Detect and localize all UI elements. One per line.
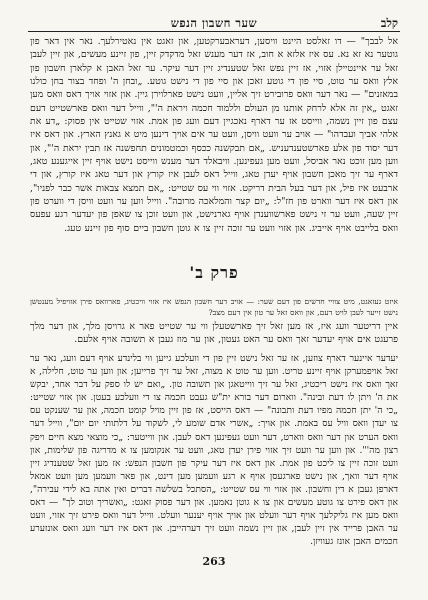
body-paragraph: איין דריטער וועג איז, אז מען זאל זיך פארשטעלן ווי ער שטייט פאר א גרויסן מלך, און דער מלך פרעגט אים אויף יעדער זאך וואס ער האט געטון, און ער מוז געבן א תשובה אויף אלעם.	[30, 321, 398, 346]
running-header	[30, 10, 398, 30]
header-rule	[28, 31, 400, 32]
body-paragraph: אל לבבך" — דו זאלסט היינט וויסען, דעראבערקטען, און זאגט אין נאטירלעך. נאר אין דאר פון גוטער נא זא נא. עס איז אלזא א חוב, אז דער מענש זאל מדקדק זיין, פון זיינע מעשים, און זיין לעבן זאל ער איינטיילן אזוי, אז זיין נפש זאל שטענדיג זיין דער עיקר. ער זאל האבן א קלארן חשבון פון אלץ וואס ער טוט, סיי פון די גוטע זאכן און סיי פון די נישט גוטע. „ובחן ה' ופחד בצור בחן כולנו במאזנים" — נאר דער וואס פרובירט זיך אליין, וועט נישט פארלוירן גיין. און אזוי אויך דאס וואס מען זאגט „אין זה אלא לרחק אותנו מן העולם וללמוד חכמה ויראת ה'", ווייל דער וואס פארשטייט דעם עצם פון זיין נשמה, ווייסט אז ער דארף נאכגיין דעם וועג פון אמת. אזוי שטייט אין פסוק: „דע את אלהי אביך ועבדהו" — אויב ער וועט וויסן, וועט ער אים אויך דינען מיט א גאנץ הארץ. און דאס איז דער יסוד פון אלע פארשטענדעניש. „אם תבקשנה ככסף וכמטמונים תחפשנה אז תבין יראת ה'", און ווען מען זוכט נאר אביסל, וועט מען געפינען. וויבאלד דער מענש ווייסט נישט אויף זיין אייגענע טאג, דארף ער זיך מאכן חשבון אויף יעדן טאג, ווייל דאס לעבן איז קורץ און דער טאג איז קורץ, און די ארבעט איז פיל, און דער בעל הבית דריקט. אזוי ווי עס שטייט: „אם תמצא צבאות אשר כבר לפניו", און דאס איז דער ווארט פון חז"ל: „יום קצר והמלאכה מרובה". ווייל ווען ער וועט וויסן די ווערט פון זיין שעה, וועט ער זי נישט פארשווענדן אויף גארנישט, און וועט זוכן צו שאפן פון יעדער רגע עפעס וואס בלייבט אויף אייביג. און אזוי וועט ער זוכה זיין צו א גוטן חשבון ביים סוף פון זיינע טעג.	[30, 36, 398, 234]
page-number: 263	[202, 555, 226, 568]
body-paragraph: איזט געזאגט, מיט צוויי חדשים פון דעם שער: — אויב דער חשבון הנפש איז אזוי וויכטיג, פארוואס פירן אזויפיל מענטשן נישט זייער לעבן לויט דעם, און וואס זאל ער טון אין דעם מצב?	[30, 297, 398, 318]
header-title: שער חשבון הנפש	[170, 16, 258, 30]
body-paragraph: יעדער איינער דארף צוזען, אז ער זאל נישט זיין פון די וועלכע גייען ווי בלינדע אויף דעם וועג, נאר ער זאל אויפמערקן אויף זיינע טריט. ווען ער טוט א מצוה, זאל ער זיך פרייען; און ווען ער טוט, חלילה, א זאך וואס איז נישט ריכטיג, זאל ער זיך ווייטאגן און תשובה טון. „ואם יש לו ספק על דבר אחד, יבקש את ה' ויתן לו דעת ובינה". ווארום דער בורא ית"ש געבט חכמה צו די וועלכע בעטן. און אזוי שטייט: „כי ה' יתן חכמה מפיו דעת ותבונה" — דאס הייסט, אז פון זיין מויל קומט חכמה, און ער שענקט עס צו יעדן וואס וויל עס באמת. און אויך: „אשרי אדם שומע לי, לשקוד על דלתותי יום יום", ווייל דער וואס הערט און דער וואס ווארט, דער וועט געפינען דאס לעבן. און ווייטער: „כי מוצאי מצא חיים ויפק רצון מה'". און ווען ער וועט זיך אזוי פירן יעדן טאג, וועט ער אנקומען צו א מדריגה פון שלימות, און וועט זוכה זיין צו ליכט פון אמת. און דאס איז דער עיקר פון חשבון הנפש: אז מען זאל שטענדיג זיין אויף דער וואך, און נישט פארגעסן אויף א רגע וועמען מען דינט, און פאר וועמען מען וועט אמאל דארפן געבן א דין וחשבון. און אזוי ווי עס שטייט: „הסתכל בשלשה דברים ואין אתה בא לידי עבירה", און דאס פירט צו גוטע מעשים און צו א גוטן נאמען. און דער פסוק זאגט: „ואשריך וטוב לך" — דאס וואס מען איז גליקלעך אויף דער וועלט און אויך אויף יענער וועלט. ווייל דער וואס פירט זיך אזוי, וועט ער האבן פרייד אין זיין לעבן, און זיין נשמה וועט זיך דערהייבן. און דאס איז דער וועג וואס אונזערע חכמים האבן אונז געוויזן.	[30, 353, 398, 548]
header-page-number: קלב	[380, 16, 398, 30]
chapter-heading: פרק ב'	[189, 263, 239, 282]
